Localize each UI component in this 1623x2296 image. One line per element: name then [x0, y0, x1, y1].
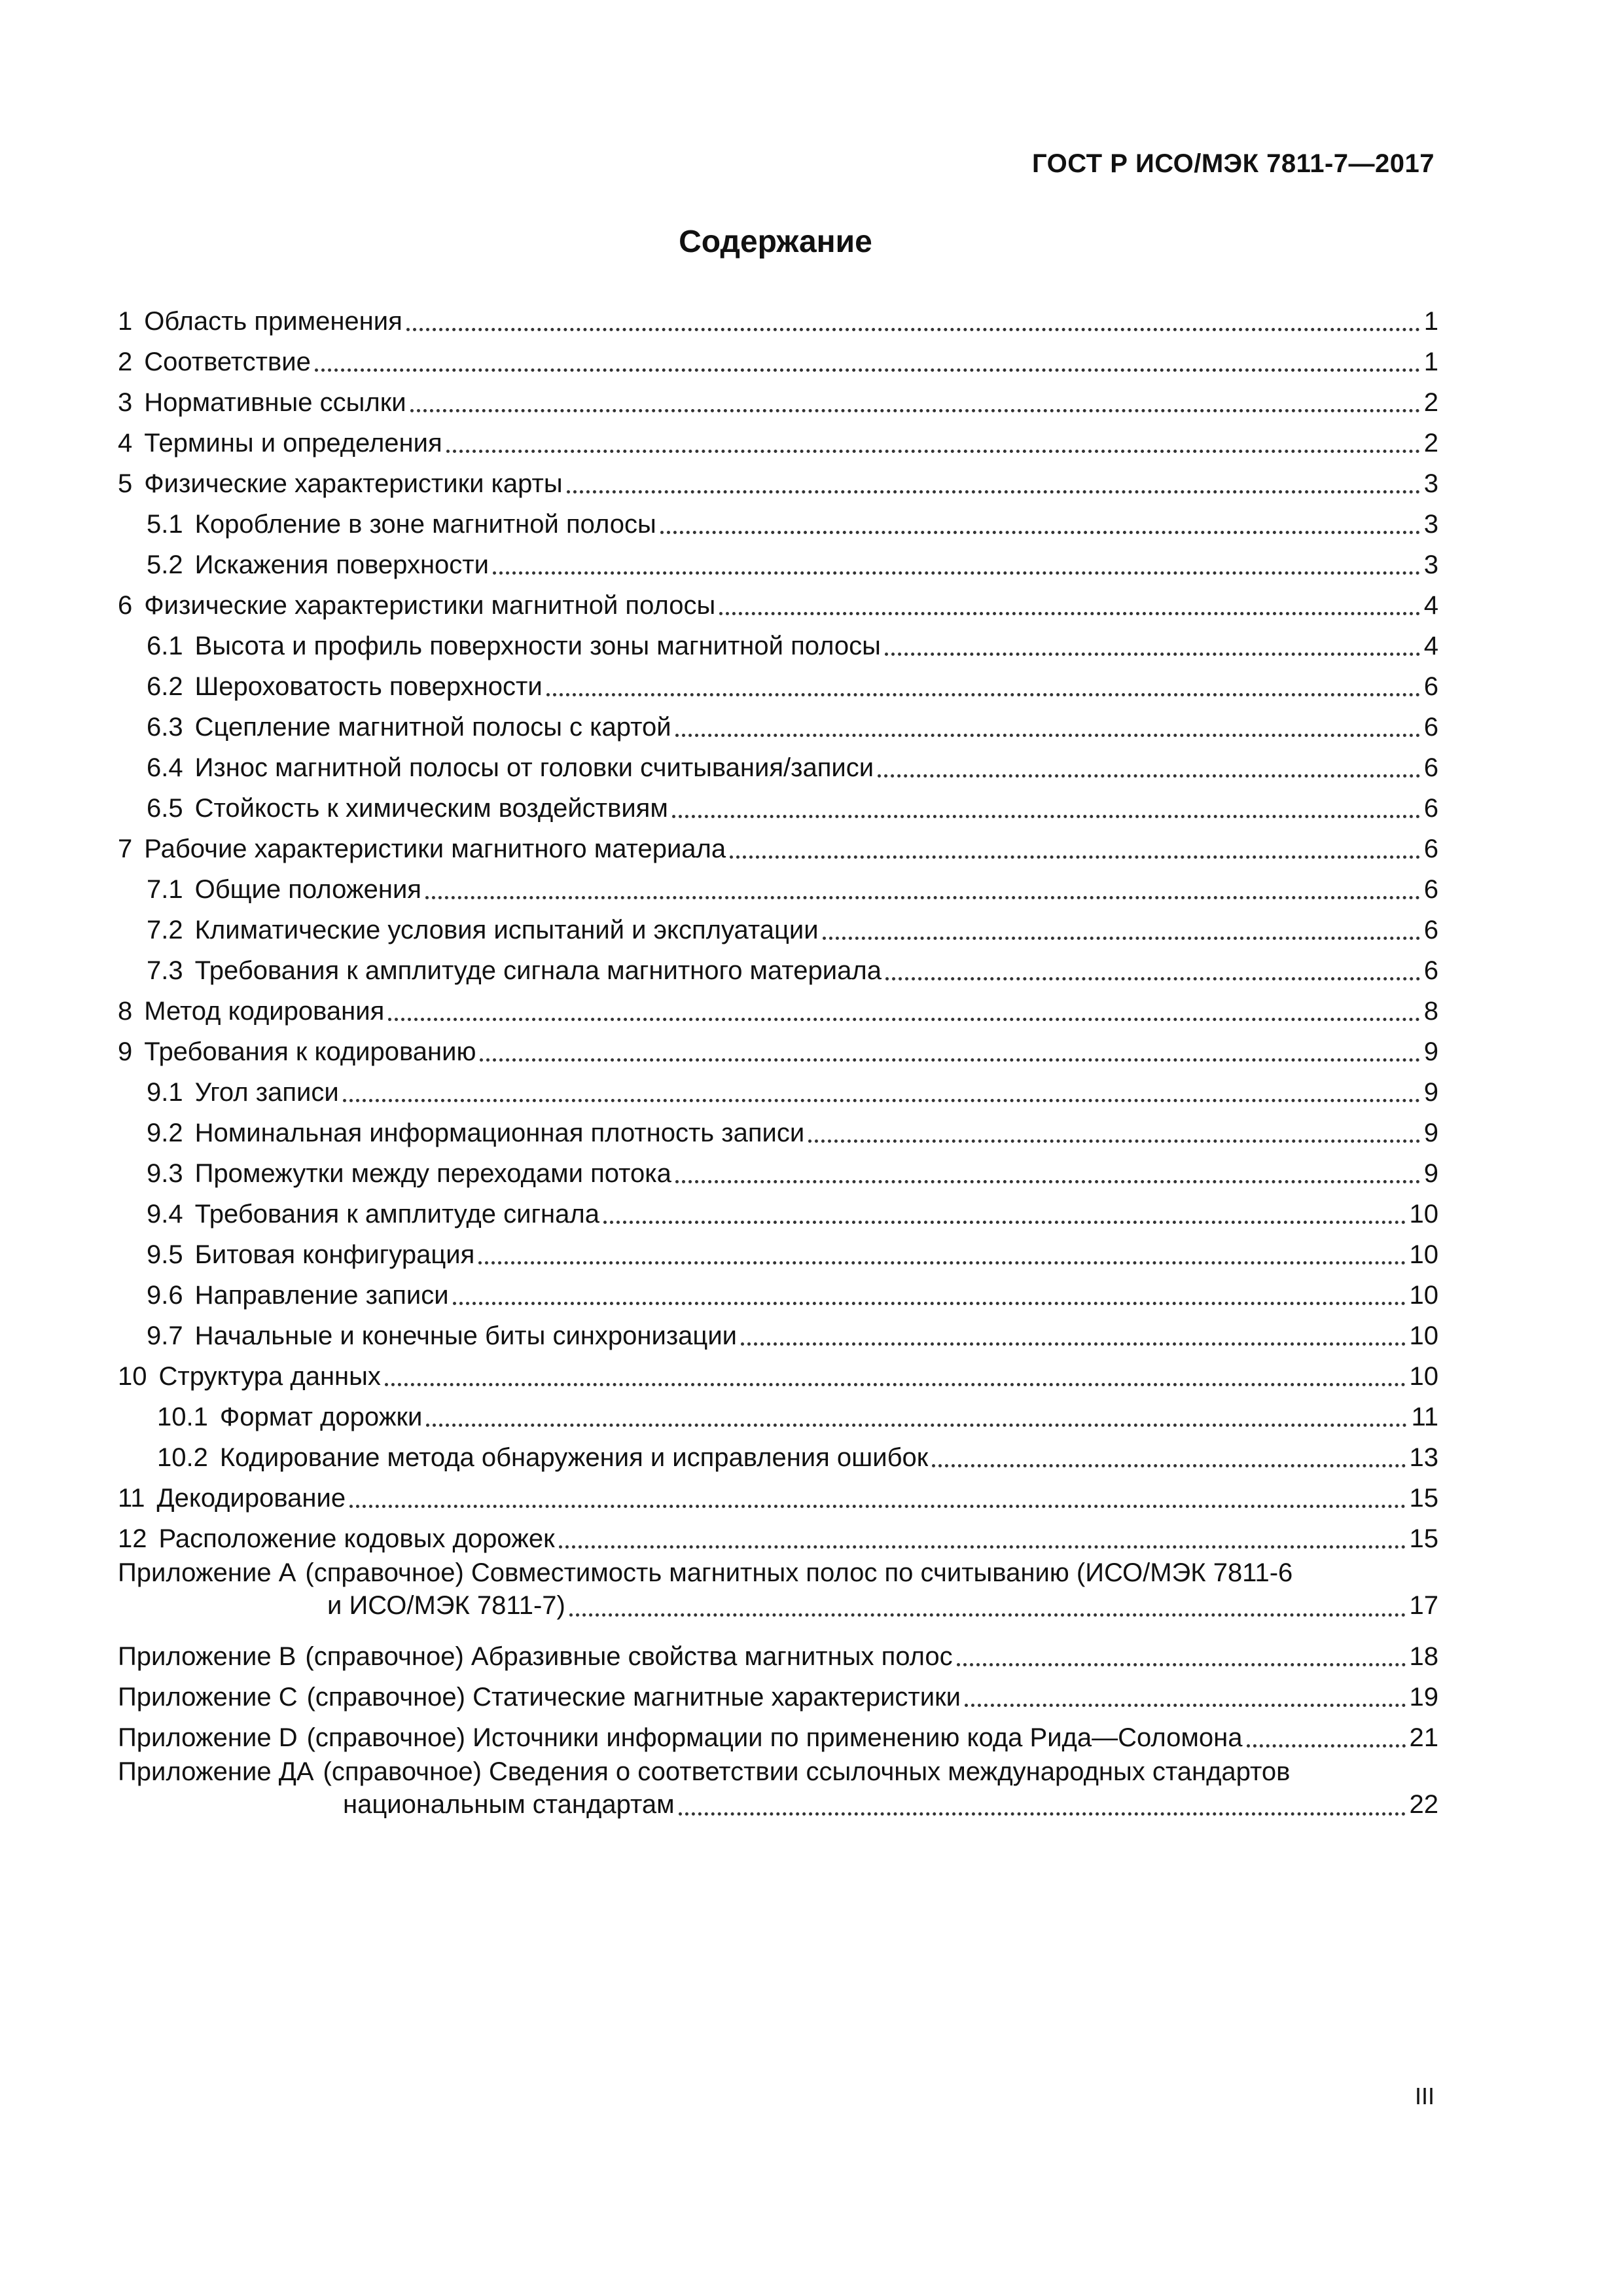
toc-entry-4[interactable] — [118, 418, 1438, 458]
toc-page: 6 — [1423, 956, 1438, 985]
toc-label: Коробление в зоне магнитной полосы — [194, 510, 656, 539]
toc-label: Номинальная информационная плотность записи — [194, 1119, 805, 1147]
annex-title-line1: (справочное) Сведения о соответствии ссылочных международных стандартов — [323, 1757, 1291, 1786]
toc-leader — [603, 1205, 1406, 1224]
toc-entry-7-3[interactable] — [118, 945, 1438, 986]
toc-leader — [567, 475, 1420, 493]
toc-entry-9-3[interactable] — [118, 1148, 1438, 1189]
toc-page: 11 — [1411, 1403, 1438, 1431]
toc-page: 18 — [1409, 1642, 1438, 1671]
toc-number: 7.1 — [147, 875, 183, 904]
toc-number: 10.2 — [157, 1443, 208, 1472]
toc-number: 9.7 — [147, 1321, 183, 1350]
toc-entry-12[interactable] — [118, 1513, 1438, 1554]
toc-number: 9.4 — [147, 1200, 183, 1229]
toc-leader — [425, 880, 1420, 899]
toc-page: 9 — [1423, 1119, 1438, 1147]
toc-entry-6-1[interactable] — [118, 620, 1438, 661]
toc-number: 6 — [118, 591, 133, 620]
toc-label: Угол записи — [194, 1078, 339, 1107]
toc-leader — [885, 961, 1420, 980]
toc-leader — [672, 799, 1420, 818]
toc-page: 15 — [1409, 1524, 1438, 1553]
toc-number: 9.1 — [147, 1078, 183, 1107]
toc-leader — [741, 1327, 1405, 1346]
toc-label: Метод кодирования — [144, 997, 385, 1026]
toc-leader — [569, 1598, 1406, 1617]
toc-entry-11[interactable] — [118, 1473, 1438, 1513]
toc-leader — [480, 1043, 1419, 1062]
toc-number: 5.2 — [147, 550, 183, 579]
toc-number: 6.4 — [147, 753, 183, 782]
toc-label: Начальные и конечные биты синхронизации — [194, 1321, 738, 1350]
toc-page: 9 — [1423, 1078, 1438, 1107]
toc-annex-da[interactable] — [118, 1753, 1438, 1821]
toc-label: Термины и определения — [144, 429, 442, 457]
annex-key: Приложение ДА — [118, 1757, 314, 1786]
toc-entry-9-6[interactable] — [118, 1270, 1438, 1310]
annex-key: Приложение D — [118, 1723, 298, 1752]
toc-page: 2 — [1423, 429, 1438, 457]
toc-number: 6.3 — [147, 713, 183, 742]
toc-entry-9-7[interactable] — [118, 1310, 1438, 1351]
toc-number: 9.5 — [147, 1240, 183, 1269]
toc-number: 5 — [118, 469, 133, 498]
toc-page: 15 — [1409, 1484, 1438, 1513]
toc-number: 7.2 — [147, 916, 183, 944]
toc-entry-9[interactable] — [118, 1026, 1438, 1067]
toc-leader — [808, 1124, 1420, 1143]
toc-page: 13 — [1409, 1443, 1438, 1472]
toc-page: 10 — [1409, 1281, 1438, 1310]
toc-leader — [957, 1647, 1406, 1666]
toc-leader — [406, 312, 1420, 331]
toc-entry-3[interactable] — [118, 377, 1438, 418]
toc-label: Нормативные ссылки — [144, 388, 406, 417]
toc-leader — [1247, 1729, 1406, 1748]
toc-page: 6 — [1423, 916, 1438, 944]
toc-page: 4 — [1423, 632, 1438, 660]
toc-page: 10 — [1409, 1200, 1438, 1229]
toc-number: 2 — [118, 348, 133, 376]
toc-label: Требования к амплитуде сигнала — [194, 1200, 599, 1229]
toc-label: Битовая конфигурация — [194, 1240, 475, 1269]
annex-title: (справочное) Источники информации по применению кода Рида—Соломона — [306, 1723, 1243, 1752]
toc-label: Климатические условия испытаний и эксплуатации — [194, 916, 819, 944]
table-of-contents — [118, 296, 1438, 1830]
toc-page: 10 — [1409, 1321, 1438, 1350]
toc-page: 6 — [1423, 713, 1438, 742]
toc-label: Направление записи — [194, 1281, 449, 1310]
toc-page: 17 — [1409, 1591, 1438, 1620]
toc-number: 7.3 — [147, 956, 183, 985]
toc-label: Соответствие — [144, 348, 311, 376]
toc-number: 10.1 — [157, 1403, 208, 1431]
document-code: ГОСТ Р ИСО/МЭК 7811-7—2017 — [1032, 149, 1435, 178]
toc-number: 8 — [118, 997, 133, 1026]
toc-page: 21 — [1409, 1723, 1438, 1752]
toc-leader — [730, 840, 1420, 859]
toc-entry-7-2[interactable] — [118, 905, 1438, 945]
toc-label: Высота и профиль поверхности зоны магнитной полосы — [194, 632, 881, 660]
annex-title: (справочное) Абразивные свойства магнитных полос — [305, 1642, 953, 1671]
toc-entry-10-2[interactable] — [118, 1432, 1438, 1473]
toc-leader — [675, 718, 1420, 737]
toc-entry-7[interactable] — [118, 823, 1438, 864]
toc-number: 6.2 — [147, 672, 183, 701]
toc-entry-10[interactable] — [118, 1351, 1438, 1391]
toc-leader — [478, 1246, 1405, 1265]
toc-label: Расположение кодовых дорожек — [158, 1524, 555, 1553]
toc-label: Физические характеристики магнитной полосы — [144, 591, 716, 620]
annex-key: Приложение А — [118, 1558, 296, 1587]
toc-label: Требования к амплитуде сигнала магнитного материала — [194, 956, 882, 985]
toc-number: 6.1 — [147, 632, 183, 660]
toc-page: 1 — [1423, 307, 1438, 336]
toc-leader — [559, 1530, 1406, 1549]
toc-leader — [453, 1286, 1406, 1305]
toc-number: 10 — [118, 1362, 147, 1391]
toc-leader — [546, 677, 1420, 696]
toc-leader — [932, 1448, 1405, 1467]
toc-entry-6-3[interactable] — [118, 702, 1438, 742]
toc-leader — [343, 1083, 1420, 1102]
toc-number: 4 — [118, 429, 133, 457]
annex-title-line1: (справочное) Совместимость магнитных полос по считыванию (ИСО/МЭК 7811-6 — [305, 1558, 1293, 1587]
toc-leader — [660, 515, 1420, 534]
page-number: III — [1414, 2083, 1435, 2109]
toc-leader — [679, 1797, 1406, 1816]
toc-label: Промежутки между переходами потока — [194, 1159, 671, 1188]
toc-page: 6 — [1423, 875, 1438, 904]
toc-page: 2 — [1423, 388, 1438, 417]
toc-entry-6-2[interactable] — [118, 661, 1438, 702]
toc-entry-7-1[interactable] — [118, 864, 1438, 905]
toc-entry-8[interactable] — [118, 986, 1438, 1026]
annex-title-line2: и ИСО/МЭК 7811-7) — [327, 1591, 565, 1620]
toc-page: 9 — [1423, 1037, 1438, 1066]
toc-entry-9-1[interactable] — [118, 1067, 1438, 1107]
annex-title: (справочное) Статические магнитные характеристики — [306, 1683, 961, 1712]
toc-leader — [315, 353, 1420, 372]
toc-page: 6 — [1423, 672, 1438, 701]
toc-entry-6[interactable] — [118, 580, 1438, 620]
toc-page: 19 — [1409, 1683, 1438, 1712]
toc-number: 1 — [118, 307, 133, 336]
toc-label: Область применения — [144, 307, 402, 336]
toc-label: Декодирование — [156, 1484, 346, 1513]
toc-number: 11 — [118, 1484, 145, 1513]
toc-page: 8 — [1423, 997, 1438, 1026]
toc-number: 6.5 — [147, 794, 183, 823]
toc-leader — [823, 921, 1420, 940]
toc-label: Износ магнитной полосы от головки считывания/записи — [194, 753, 874, 782]
page-title: Содержание — [679, 224, 872, 259]
toc-page: 6 — [1423, 794, 1438, 823]
toc-number: 9.2 — [147, 1119, 183, 1147]
toc-label: Рабочие характеристики магнитного материала — [144, 834, 726, 863]
toc-number: 12 — [118, 1524, 147, 1553]
toc-leader — [349, 1489, 1405, 1508]
toc-label: Кодирование метода обнаружения и исправления ошибок — [219, 1443, 929, 1472]
toc-leader — [446, 434, 1420, 453]
toc-label: Сцепление магнитной полосы с картой — [194, 713, 671, 742]
annex-key: Приложение С — [118, 1683, 298, 1712]
toc-entry-5-2[interactable] — [118, 539, 1438, 580]
toc-entry-2[interactable] — [118, 336, 1438, 377]
toc-entry-6-5[interactable] — [118, 783, 1438, 823]
toc-annex-a[interactable] — [118, 1554, 1438, 1622]
toc-page: 1 — [1423, 348, 1438, 376]
toc-number: 5.1 — [147, 510, 183, 539]
toc-leader — [410, 393, 1420, 412]
toc-leader — [385, 1367, 1406, 1386]
toc-label: Требования к кодированию — [144, 1037, 476, 1066]
toc-entry-10-1[interactable] — [118, 1391, 1438, 1432]
toc-leader — [493, 556, 1420, 575]
toc-leader — [675, 1164, 1420, 1183]
toc-page: 6 — [1423, 753, 1438, 782]
toc-number: 7 — [118, 834, 133, 863]
toc-annex-c[interactable] — [118, 1672, 1438, 1712]
toc-label: Структура данных — [158, 1362, 381, 1391]
toc-leader — [885, 637, 1420, 656]
toc-entry-1[interactable] — [118, 296, 1438, 336]
toc-label: Общие положения — [194, 875, 421, 904]
toc-entry-5[interactable] — [118, 458, 1438, 499]
toc-page: 10 — [1409, 1240, 1438, 1269]
annex-title-line2: национальным стандартам — [343, 1790, 675, 1819]
toc-number: 9.3 — [147, 1159, 183, 1188]
toc-leader — [388, 1002, 1419, 1021]
annex-key: Приложение В — [118, 1642, 296, 1671]
toc-annex-d[interactable] — [118, 1712, 1438, 1753]
toc-page: 4 — [1423, 591, 1438, 620]
toc-entry-9-5[interactable] — [118, 1229, 1438, 1270]
toc-leader — [878, 759, 1420, 778]
toc-page: 9 — [1423, 1159, 1438, 1188]
toc-number: 9 — [118, 1037, 133, 1066]
toc-label: Формат дорожки — [219, 1403, 423, 1431]
toc-number: 3 — [118, 388, 133, 417]
toc-entry-9-4[interactable] — [118, 1189, 1438, 1229]
toc-leader — [426, 1408, 1407, 1427]
toc-page: 10 — [1409, 1362, 1438, 1391]
toc-label: Шероховатость поверхности — [194, 672, 543, 701]
toc-leader — [965, 1688, 1406, 1707]
toc-page: 6 — [1423, 834, 1438, 863]
toc-page: 3 — [1423, 510, 1438, 539]
toc-label: Искажения поверхности — [194, 550, 489, 579]
toc-label: Стойкость к химическим воздействиям — [194, 794, 668, 823]
toc-entry-9-2[interactable] — [118, 1107, 1438, 1148]
toc-entry-5-1[interactable] — [118, 499, 1438, 539]
toc-label: Физические характеристики карты — [144, 469, 563, 498]
toc-annex-b[interactable] — [118, 1631, 1438, 1672]
toc-page: 3 — [1423, 469, 1438, 498]
toc-page: 3 — [1423, 550, 1438, 579]
toc-page: 22 — [1409, 1790, 1438, 1819]
toc-leader — [719, 596, 1420, 615]
toc-number: 9.6 — [147, 1281, 183, 1310]
toc-entry-6-4[interactable] — [118, 742, 1438, 783]
